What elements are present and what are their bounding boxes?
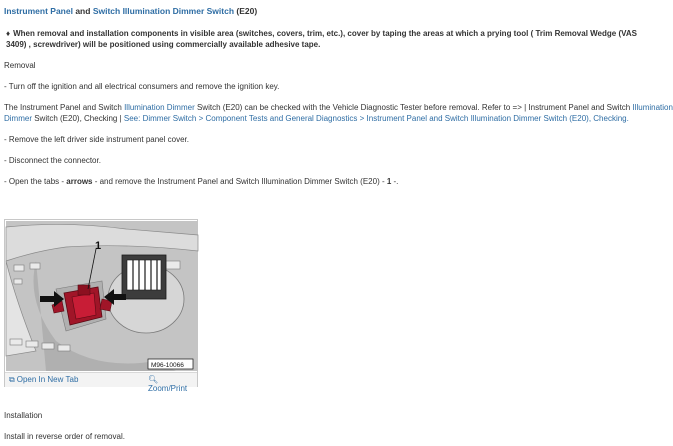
link-illumination-dimmer[interactable]: Illumination Dimmer — [124, 103, 195, 112]
title-link-instrument-panel[interactable]: Instrument Panel — [4, 6, 73, 16]
magnifier-icon: 🔍︎ — [148, 375, 159, 384]
figure-toolbar — [5, 372, 197, 393]
check-paragraph-line2: Dimmer Switch (E20), Checking | See: Dimmer Switch > Component Tests and General Diagnostics > Instrument Panel and Switch Illumination Dimmer Switch (E20), Checking. — [4, 114, 629, 123]
link-illumination[interactable]: Illumination — [632, 103, 673, 112]
step-disconnect-connector: - Disconnect the connector. — [4, 156, 101, 165]
check-paragraph-line1: The Instrument Panel and Switch Illumination Dimmer Switch (E20) can be checked with the Vehicle Diagnostic Tester before removal. Refer to => | Instrument Panel and Switch Illumination — [4, 103, 673, 112]
step-open-tabs: - Open the tabs - arrows - and remove the Instrument Panel and Switch Illumination Dimmer Switch (E20) - 1 -. — [4, 177, 399, 186]
step-ignition-off: - Turn off the ignition and all electrical consumers and remove the ignition key. — [4, 82, 280, 91]
caution-note — [6, 28, 646, 50]
link-dimmer[interactable]: Dimmer — [4, 114, 32, 123]
caution-note-text: When removal and installation components in visible area (switches, covers, trim, etc.), cover by taping the areas at which a prying tool ( Trim Removal Wedge (VAS 3409) , screwdriver) will be positioned using commercially available adhesive tape. — [6, 29, 637, 49]
switch-removal-illustration — [6, 221, 198, 371]
figure-switch-removal — [4, 219, 198, 393]
installation-heading: Installation — [4, 411, 43, 420]
title-link-switch[interactable]: Switch Illumination Dimmer Switch — [92, 6, 235, 16]
page-title: Instrument Panel and Switch Illumination Dimmer Switch (E20) — [4, 6, 258, 16]
zoom-print-button[interactable]: 🔍︎Zoom/Print — [148, 375, 188, 393]
open-in-new-tab-button[interactable]: ⧉ Open In New Tab — [9, 375, 79, 384]
diamond-bullet-icon: ♦ — [6, 29, 11, 38]
link-see-dimmer-switch-checking[interactable]: See: Dimmer Switch > Component Tests and General Diagnostics > Instrument Panel and Switch Illumination Dimmer Switch (E20), Checking. — [123, 114, 629, 123]
new-tab-icon: ⧉ — [9, 375, 15, 384]
figure-reference-number: M96-10066 — [151, 362, 184, 369]
step-remove-cover: - Remove the left driver side instrument panel cover. — [4, 135, 189, 144]
removal-heading: Removal — [4, 61, 36, 70]
figure-callout-1: 1 — [95, 240, 102, 252]
install-instructions: Install in reverse order of removal. — [4, 432, 125, 441]
